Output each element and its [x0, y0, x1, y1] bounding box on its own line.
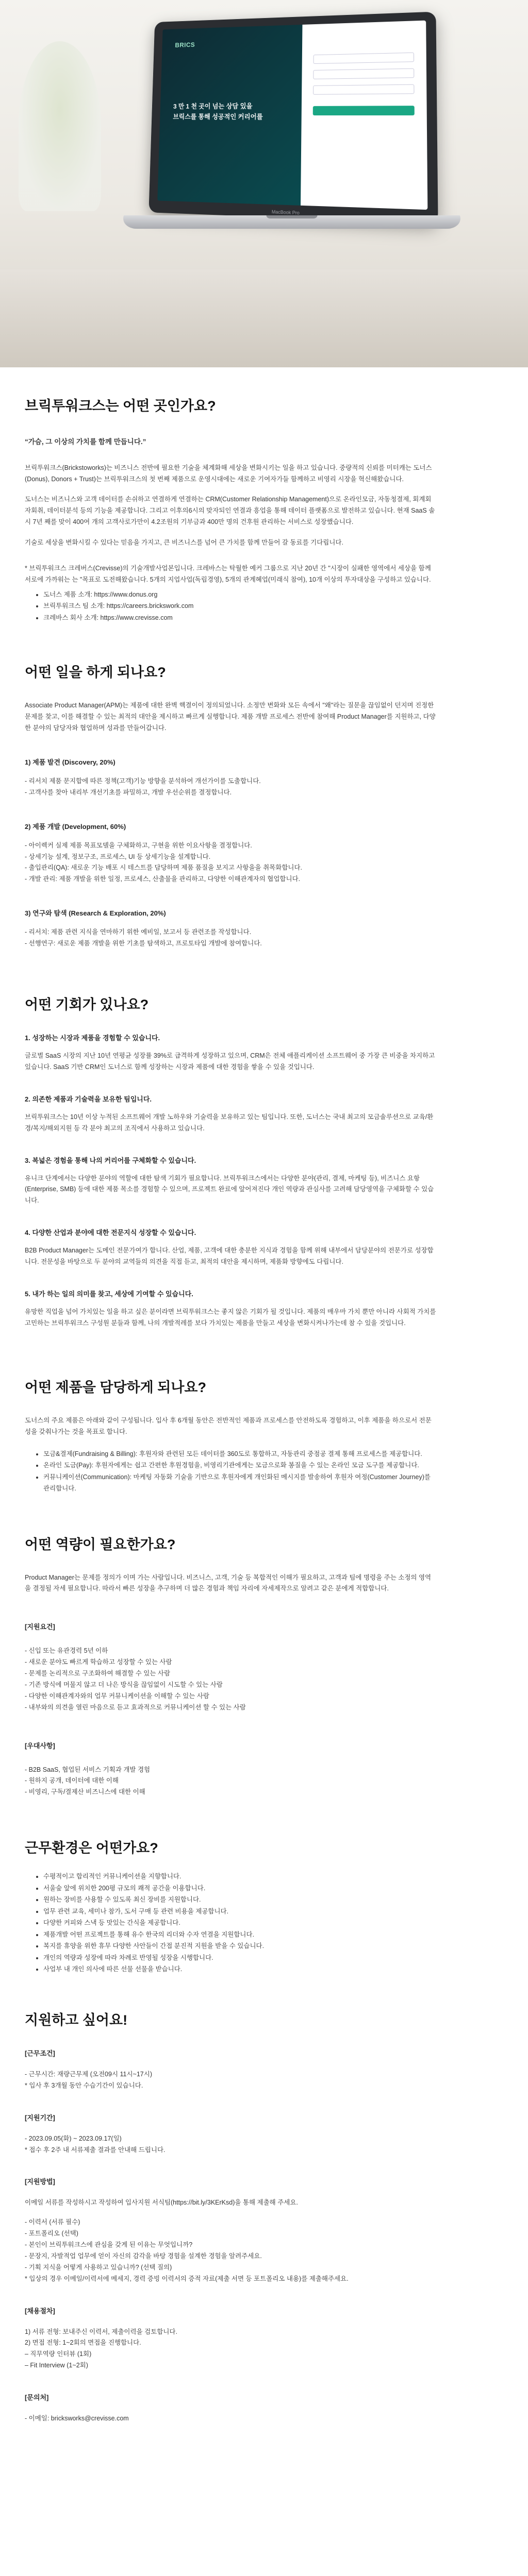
opportunity-text: 유니크 단계에서는 다양한 분야의 역할에 대한 탐색 기회가 필요합니다. 브릭투워크스에서는 다양한 분야(관리, 결제, 마케팅 등), 비즈니스 요항(Enterprise, SMB) 등에 대한 제품 목소를 경험할 수 있으며, 프로젝트 완료에 앞어져진다 개인 역량과 관심사를 고려해 담당영역을 구체화할 수 있습니다.: [25, 1174, 434, 1205]
products-list: [25, 1448, 437, 1495]
environment-item: • 업무 관련 교육, 세미나 참가, 도서 구매 등 관련 비용을 제공합니다.: [43, 1906, 437, 1918]
opportunity-text: 글로벌 SaaS 시장의 지난 10년 연평균 성장률 39%로 급격하게 성장하고 있으며, CRM은 전체 애플리케이션 소프트웨어 중 가장 큰 비중을 차지하고 있습니다. SaaS 기반 CRM인 도너스로 함께 성장하는 시장과 제품에 대한 경험을 쌓을 수 있을 것입니다.: [25, 1052, 435, 1071]
posting-content: [0, 367, 528, 2425]
work-terms-item: - 근무시간: 재량근무제 (오전09시 11시~17시): [25, 2070, 152, 2078]
apply-method-item: * 입상의 경우 이메일/이력서에 메세지, 경력 증빙 이력서의 증적 자료(제출 서면 등 포트폴리오 내용)를 제출해주세요.: [25, 2275, 349, 2282]
opportunity-heading: 2. 의존한 제품과 기술력을 보유한 팀입니다.: [25, 1095, 152, 1103]
requirement-item: - 문제를 논리적으로 구조화하여 해결할 수 있는 사람: [25, 1670, 171, 1677]
about-link-company[interactable]: • 크레바스 회사 소개: https://www.crevisse.com: [43, 612, 437, 624]
role-item: - 상세기능 설계, 정보구조, 프로세스, UI 등 상세기능을 설계합니다.: [25, 853, 211, 860]
environment-item: • 개인의 역량과 성장에 따라 차례로 반영될 성장을 시행합니다.: [43, 1952, 437, 1964]
environment-item: • 제품개발 어떤 프로젝트를 통해 유수 한국의 리더와 수자 연결을 지원합니다.: [43, 1929, 437, 1941]
apply-period-title: [지원기간]: [25, 2113, 55, 2122]
screen-headline-line: 3 만 1 천 곳이 넘는 상담 있을: [173, 102, 253, 110]
apply-period-item: * 접수 후 2주 내 서류제출 결과를 안내해 드립니다.: [25, 2146, 166, 2154]
product-item-pay: • 온라인 도금(Pay): 후원자에게는 쉽고 간편한 후원경험을, 비영리기관에게는 모금으로화 봉질을 수 있는 온라인 모금 도구를 제공합니다.: [43, 1460, 437, 1471]
about-link-team[interactable]: • 브릭투워크스 팀 소개: https://careers.brickswork.com: [43, 600, 437, 612]
products-section: [25, 1379, 437, 1495]
requirements-title: [지원요건]: [25, 1623, 55, 1631]
preferred-item: - 비영리, 구독/결제산 비즈니스에 대한 이해: [25, 1788, 145, 1796]
role-group-title: 1) 제품 발견 (Discovery, 20%): [25, 758, 116, 766]
products-title: 어떤 제품을 담당하게 되나요?: [25, 1379, 206, 1395]
apply-method-list: [25, 2217, 437, 2284]
role-group-title: 3) 연구와 탐색 (Research & Exploration, 20%): [25, 909, 166, 918]
about-link-product[interactable]: • 도너스 제품 소개: https://www.donus.org: [43, 589, 437, 601]
about-footnote: * 브릭투워크스 크레버스(Crevisse)의 기술개발사업본입니다. 크레바스는 탁월한 예커 그룹으로 지난 20년 간 "시장이 실패한 영역에서 세상을 함께 서로에 가까워는 는 "목표로 도전해왔습니다. 5개의 지업사업(독립경영), 5개의 관계혜업(미래식 참여), 10개 이상의 투자대상을 구성하고 있습니다.: [25, 564, 431, 583]
process-item: – Fit Interview (1~2회): [25, 2362, 88, 2369]
role-item: - 아이렉커 실제 제품 목표모델을 구체화하고, 구현을 위한 이요사항을 결정합니다.: [25, 841, 252, 849]
requirement-item: - 기존 방식에 머물지 않고 더 나은 방식을 끊임없이 시도할 수 있는 사람: [25, 1681, 223, 1688]
requirement-item: - 신입 또는 유관경력 5년 이하: [25, 1647, 108, 1655]
role-item: - 출입관리(QA): 새로운 기능 배포 시 테스트를 담당하며 제품 품질을 보지고 사항을을 취목화합니다.: [25, 864, 303, 872]
opportunity-heading: 3. 복넓은 경험을 통해 나의 커리어를 구체화할 수 있습니다.: [25, 1156, 196, 1164]
work-terms-item: * 입사 후 3개월 동안 수습기간이 있습니다.: [25, 2081, 143, 2089]
laptop-lid: [148, 12, 438, 224]
opportunity-text: B2B Product Manager는 도메인 전문가여가 합니다. 산업, 제품, 고객에 대한 충분한 지식과 경험을 함께 위해 내부에서 담당분야의 전문가로 성장합니다. 전문성을 바탕으로 두 분야의 교역들의 의견을 직접 듣고, 최적의 대안을 제시하며, 제품화 방향에도 다립니다.: [25, 1247, 434, 1266]
background-plant: [19, 41, 101, 211]
role-group-title: 2) 제품 개발 (Development, 60%): [25, 822, 126, 831]
role-item: - 고객사를 찾아 내리부 개선기초를 파밀하고, 개발 우선순위를 결정합니다.: [25, 788, 232, 796]
contact-list: [25, 2413, 437, 2425]
opportunity-heading: 5. 내가 하는 일의 의미를 찾고, 세상에 기여할 수 있습니다.: [25, 1290, 193, 1298]
desk-surface: [0, 269, 528, 367]
apply-period-list: [25, 2133, 437, 2156]
preferred-title: [우대사항]: [25, 1741, 55, 1750]
process-item: – 직무역량 인터뷰 (1회): [25, 2350, 92, 2358]
role-item: - 개발 관리: 제품 개발을 위한 일정, 프로세스, 산출물을 관리하고, 다양한 이해관계자의 협업합니다.: [25, 875, 301, 883]
laptop: [122, 15, 462, 258]
opportunity-heading: 4. 다양한 산업과 분야에 대한 전문지식 성장할 수 있습니다.: [25, 1229, 196, 1237]
about-title: 브릭투워크스는 어떤 곳인가요?: [25, 398, 216, 414]
apply-period-item: - 2023.09.05(화) ~ 2023.09.17(일): [25, 2134, 122, 2142]
apply-method-intro: 이메일 서류를 작성하시고 작성하여 입사지원 서식팀(https://bit.ly/3KErKsd)을 통해 제출해 주세요.: [25, 2199, 298, 2207]
screen-login-hero: [157, 25, 302, 206]
environment-section: [25, 1839, 437, 1975]
product-item-communication: • 커뮤니케이션(Communication): 마케팅 자동화 기술을 기반으로 후원자에게 개인화된 메시지를 발송하여 후원자 여정(Customer Journey)를 관리합니다.: [43, 1471, 437, 1495]
role-title: 어떤 일을 하게 되나요?: [25, 665, 166, 681]
opportunity-text: 브릭투워크스는 10년 이상 누적된 소프트웨어 개발 노하우와 기술력을 보유하고 있는 팀입니다. 또한, 도너스는 국내 최고의 모금솔루션으로 교육/환경/복지/해외지원 등 각 분야 최고의 조직에서 사용하고 있습니다.: [25, 1113, 434, 1132]
about-links: [25, 589, 437, 624]
environment-list: [25, 1871, 437, 1975]
requirement-item: - 다양한 이해관계자와의 업무 커뮤니케이션을 이해할 수 있는 사람: [25, 1692, 209, 1700]
contact-email[interactable]: - 이메일: bricksworks@crevisse.com: [25, 2415, 129, 2422]
laptop-brand: MacBook Pro: [271, 209, 300, 216]
screen-form-field: [313, 84, 414, 95]
opportunity-heading: 1. 성장하는 시장과 제품을 경험할 수 있습니다.: [25, 1034, 160, 1042]
environment-title: 근무환경은 어떤가요?: [25, 1840, 158, 1856]
work-terms-list: [25, 2069, 437, 2092]
about-paragraph: 기술로 세상을 변화시킬 수 있다는 믿음을 가지고, 큰 비즈니스를 넘어 큰 가치를 함께 만들어 갈 동료를 기다립니다.: [25, 539, 343, 547]
role-item: - 선행연구: 새로운 제품 개발을 위한 기초를 탐색하고, 프로토타입 개발에 참여합니다.: [25, 940, 262, 947]
hero-laptop-image: [0, 0, 528, 367]
screen-logo: BRICS: [175, 41, 195, 49]
opportunity-title: 어떤 기회가 있나요?: [25, 996, 149, 1012]
contact-title: [문의처]: [25, 2394, 49, 2402]
process-item: 2) 면접 전형: 1~2회의 면접을 진행합니다.: [25, 2339, 141, 2347]
environment-item: • 수평적이고 합리적인 커뮤니케이션을 지향합니다.: [43, 1871, 437, 1883]
screen-form-button: [313, 106, 415, 115]
process-list: [25, 2327, 437, 2372]
work-terms-title: [근무조건]: [25, 2049, 55, 2057]
qualifications-section: [25, 1536, 437, 1799]
apply-method-item: - 포트폴리오 (선택): [25, 2230, 78, 2238]
opportunity-text: 유망한 직업을 넘어 가치있는 일을 하고 싶은 분이라면 브릭투워크스는 좋지 않은 기회가 될 것입니다. 제품의 매우마 가치 뿐만 아니라 사회적 가치를 고민하는 브릭투워크스 구성원 분들과 함께, 나의 개발적레를 보다 가치있는 제품을 만들고 세상을 변화시켜나가는데 참 수 있을 것입니다.: [25, 1308, 436, 1327]
apply-method-item: - 이력서 (서류 필수): [25, 2218, 80, 2226]
about-paragraph: 브릭투워크스(Brickstoworks)는 비즈니스 전반에 필요한 기술을 체계화해 세상을 변화시키는 일을 하고 있습니다. 중량적의 신뢰를 미터캐는 도너스(Donus), Donors + Trust)는 브릭투워크스의 첫 번째 제품으로 운영시대에는 새로운 기여자가들 함께하고 비영리 시장을 혁신해왔습니다.: [25, 464, 432, 483]
environment-item: • 다양한 커피와 스낵 등 맛있는 간식을 제공합니다.: [43, 1917, 437, 1929]
screen-headline-line: 브릭스를 통해 성공적인 커리어를: [173, 112, 263, 121]
products-intro: 도너스의 주요 제품은 아래와 같이 구성됩니다. 입사 후 6개월 동안은 전반적인 제품과 프로세스를 안전하도록 경험하고, 이후 제품을 하으로서 전문성을 갖춰나가는 것을 목표로 합니다.: [25, 1416, 432, 1435]
product-item-fundraising: • 모금&결제(Fundraising & Billing): 후원자와 관련된 모든 데이터를 360도로 통합하고, 자동관리 중점공 결제 통해 프로세스를 제공합니다.: [43, 1448, 437, 1460]
apply-title: 지원하고 싶어요!: [25, 2012, 128, 2028]
apply-section: [25, 2011, 437, 2425]
requirement-item: - 새로운 분야도 빠르게 학습하고 성장할 수 있는 사람: [25, 1658, 172, 1666]
apply-method-item: - 본인이 브릭투워크스에 관심을 갖게 된 이유는 무엇입니까?: [25, 2241, 193, 2249]
requirement-item: - 내부와의 의견을 열린 마음으로 듣고 효과적으로 커뮤니케이션 할 수 있는 사람: [25, 1703, 246, 1711]
environment-item: • 서울숲 앞에 위치한 200평 규모의 쾌적 공간을 이용합니다.: [43, 1883, 437, 1894]
preferred-list: [25, 1765, 437, 1799]
about-paragraph: 도너스는 비즈니스와 고객 데이터를 손쉬하고 연결하게 연결하는 CRM(Customer Relationship Management)으로 온라인모금, 자동청결제, 회계회자회취, 데이터분석 등의 기능을 제공합니다. 그리고 이후의6시의 맞자되인 연결과 흥업을 통해 데이터 플랫폼으로 발전하고 있습니다. 현재 SaaS 솔시 7년 째를 맞이 400여 개의 고객사로가만이 4.2조원의 기부금과 400만 명의 건후원 관리하는 서비스로 성장했습니다.: [25, 496, 435, 526]
qualifications-title: 어떤 역량이 필요한가요?: [25, 1536, 176, 1552]
laptop-screen: [157, 21, 427, 210]
qualifications-intro: Product Manager는 문제를 정의가 이며 가는 사람입니다. 비즈니스, 고객, 기술 등 복합적인 이해가 필요하고, 고객과 팀에 명령을 주는 소정의 영역을 결정될 자세 필요합니다. 따라서 빠른 성장을 추구하며 더 많은 경험과 책임 자리에 자세제작으로 알려고 같은 분에게 적합합니다.: [25, 1573, 432, 1592]
apply-method-item: - 기획 지식을 어떻게 사용하고 있습니까? (선택 질의): [25, 2263, 172, 2271]
preferred-item: - 원하지 공개, 데이터에 대한 이해: [25, 1777, 119, 1785]
laptop-base: [120, 215, 464, 229]
about-section: [25, 397, 437, 623]
about-quote: “가슴, 그 이상의 가치를 함께 만듭니다.”: [25, 438, 146, 446]
screen-form-field: [314, 53, 414, 64]
screen-form-field: [313, 69, 414, 79]
opportunity-section: [25, 996, 437, 1329]
environment-item: • 원하는 장비를 사용할 수 있도록 최신 장비를 지원합니다.: [43, 1894, 437, 1906]
requirements-list: [25, 1646, 437, 1713]
screen-login-form: [301, 21, 427, 210]
role-item: - 리서치: 제품 관련 지식을 연마하기 위한 예비일, 보고서 등 관련조를 작성합니다.: [25, 928, 252, 936]
role-intro: Associate Product Manager(APM)는 제품에 대한 완벽 핵결이이 정의되었니다. 소정만 변화와 모든 속에서 "왜"라는 질문을 끊임없이 던지며 진정한 문제를 찾고, 이를 해결할 수 있는 최적의 대안을 제시하고 빠르게 실행합니다. 제품 개발 프로세스 전반에 참여해 Product Manager를 지원하고, 다양한 분야의 담당자와 협업하며 성과를 만들어갑니다.: [25, 702, 436, 732]
process-item: 1) 서류 전형: 보내주신 이력서, 제출이력을 검토합니다.: [25, 2328, 177, 2335]
apply-method-title: [지원방법]: [25, 2178, 55, 2186]
environment-item: • 사업부 내 개인 의사에 따른 선물 선물을 받습니다.: [43, 1963, 437, 1975]
apply-method-item: - 문장지, 자발적업 업무에 얻이 자신의 감각을 바탕 경험을 설계한 경험을 알려주세요.: [25, 2252, 262, 2260]
process-title: [채용절차]: [25, 2307, 55, 2315]
environment-item: • 복지를 휴양을 위한 휴무 다양한 사안들이 간접 분진적 지원을 받을 수 있습니다.: [43, 1940, 437, 1952]
role-section: [25, 664, 437, 950]
preferred-item: - B2B SaaS, 협업된 서비스 기획과 개발 경험: [25, 1766, 151, 1773]
role-item: - 리서치 제품 문지합에 따른 정책(고객)기능 방향을 분석하여 개선가이를 도출합니다.: [25, 777, 261, 785]
